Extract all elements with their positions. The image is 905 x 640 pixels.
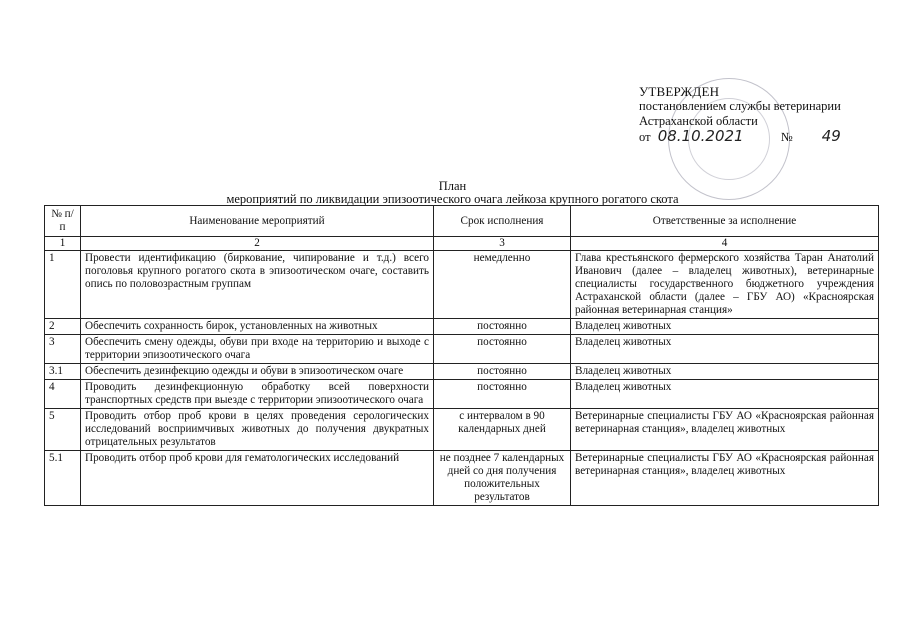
approval-line-2: Астраханской области (639, 114, 758, 128)
approval-number-label: № (780, 130, 793, 144)
row-name: Проводить отбор проб крови в целях проведения серологических исследований восприимчивых животных до получения двукратных отрицательных результатов (81, 409, 434, 451)
row-name: Обеспечить сохранность бирок, установленных на животных (81, 319, 434, 335)
column-number-row (45, 237, 879, 251)
header-responsible: Ответственные за исполнение (571, 206, 879, 237)
row-name: Провести идентификацию (биркование, чипирование и т.д.) всего поголовья крупного рогатого скота в эпизоотическом очаге, составить опись по половозрастным группам (81, 251, 434, 319)
row-responsible: Владелец животных (571, 335, 879, 364)
row-number: 5.1 (45, 451, 81, 506)
row-name: Обеспечить смену одежды, обуви при входе на территорию и выходе с территории эпизоотического очага (81, 335, 434, 364)
row-number: 3 (45, 335, 81, 364)
row-number: 4 (45, 380, 81, 409)
approval-from-label: от (639, 130, 651, 144)
approval-block (639, 84, 841, 145)
row-responsible: Ветеринарные специалисты ГБУ АО «Красноярская районная ветеринарная станция», владелец животных (571, 409, 879, 451)
table-row (45, 319, 879, 335)
table-row (45, 335, 879, 364)
row-responsible: Владелец животных (571, 380, 879, 409)
row-responsible: Ветеринарные специалисты ГБУ АО «Красноярская районная ветеринарная станция», владелец животных (571, 451, 879, 506)
approval-number: 49 (821, 127, 841, 145)
table-header-row (45, 206, 879, 237)
row-number: 3.1 (45, 364, 81, 380)
row-responsible: Владелец животных (571, 364, 879, 380)
table-row (45, 380, 879, 409)
approval-line-1: постановлением службы ветеринарии (639, 99, 841, 113)
row-number: 5 (45, 409, 81, 451)
approval-title: УТВЕРЖДЕН (639, 84, 720, 99)
row-term: с интервалом в 90 календарных дней (434, 409, 571, 451)
column-number: 1 (45, 237, 81, 251)
row-name: Проводить дезинфекционную обработку всей поверхности транспортных средств при выезде с территории эпизоотического очага (81, 380, 434, 409)
row-term: немедленно (434, 251, 571, 319)
approval-date: 08.10.2021 (657, 127, 744, 145)
header-term: Срок исполнения (434, 206, 571, 237)
measures-table (44, 205, 879, 506)
row-name: Обеспечить дезинфекцию одежды и обуви в эпизоотическом очаге (81, 364, 434, 380)
row-term: постоянно (434, 364, 571, 380)
plan-title: План (438, 179, 467, 193)
header-number: № п/п (45, 206, 81, 237)
table-row (45, 409, 879, 451)
row-responsible: Глава крестьянского фермерского хозяйства Таран Анатолий Иванович (далее – владелец животных), ветеринарные специалисты государственного бюджетного учреждения Астраханской области (далее – ГБУ АО) «Красноярская районная ветеринарная станция» (571, 251, 879, 319)
row-term: постоянно (434, 335, 571, 364)
table-row (45, 364, 879, 380)
header-name: Наименование мероприятий (81, 206, 434, 237)
approval-date-line (639, 129, 841, 145)
plan-subtitle: мероприятий по ликвидации эпизоотического очага лейкоза крупного рогатого скота (226, 192, 679, 206)
row-name: Проводить отбор проб крови для гематологических исследований (81, 451, 434, 506)
table-row (45, 251, 879, 319)
row-term: постоянно (434, 319, 571, 335)
row-responsible: Владелец животных (571, 319, 879, 335)
column-number: 4 (571, 237, 879, 251)
table-row (45, 451, 879, 506)
row-term: постоянно (434, 380, 571, 409)
row-number: 2 (45, 319, 81, 335)
column-number: 2 (81, 237, 434, 251)
row-number: 1 (45, 251, 81, 319)
column-number: 3 (434, 237, 571, 251)
row-term: не позднее 7 календарных дней со дня получения положительных результатов (434, 451, 571, 506)
